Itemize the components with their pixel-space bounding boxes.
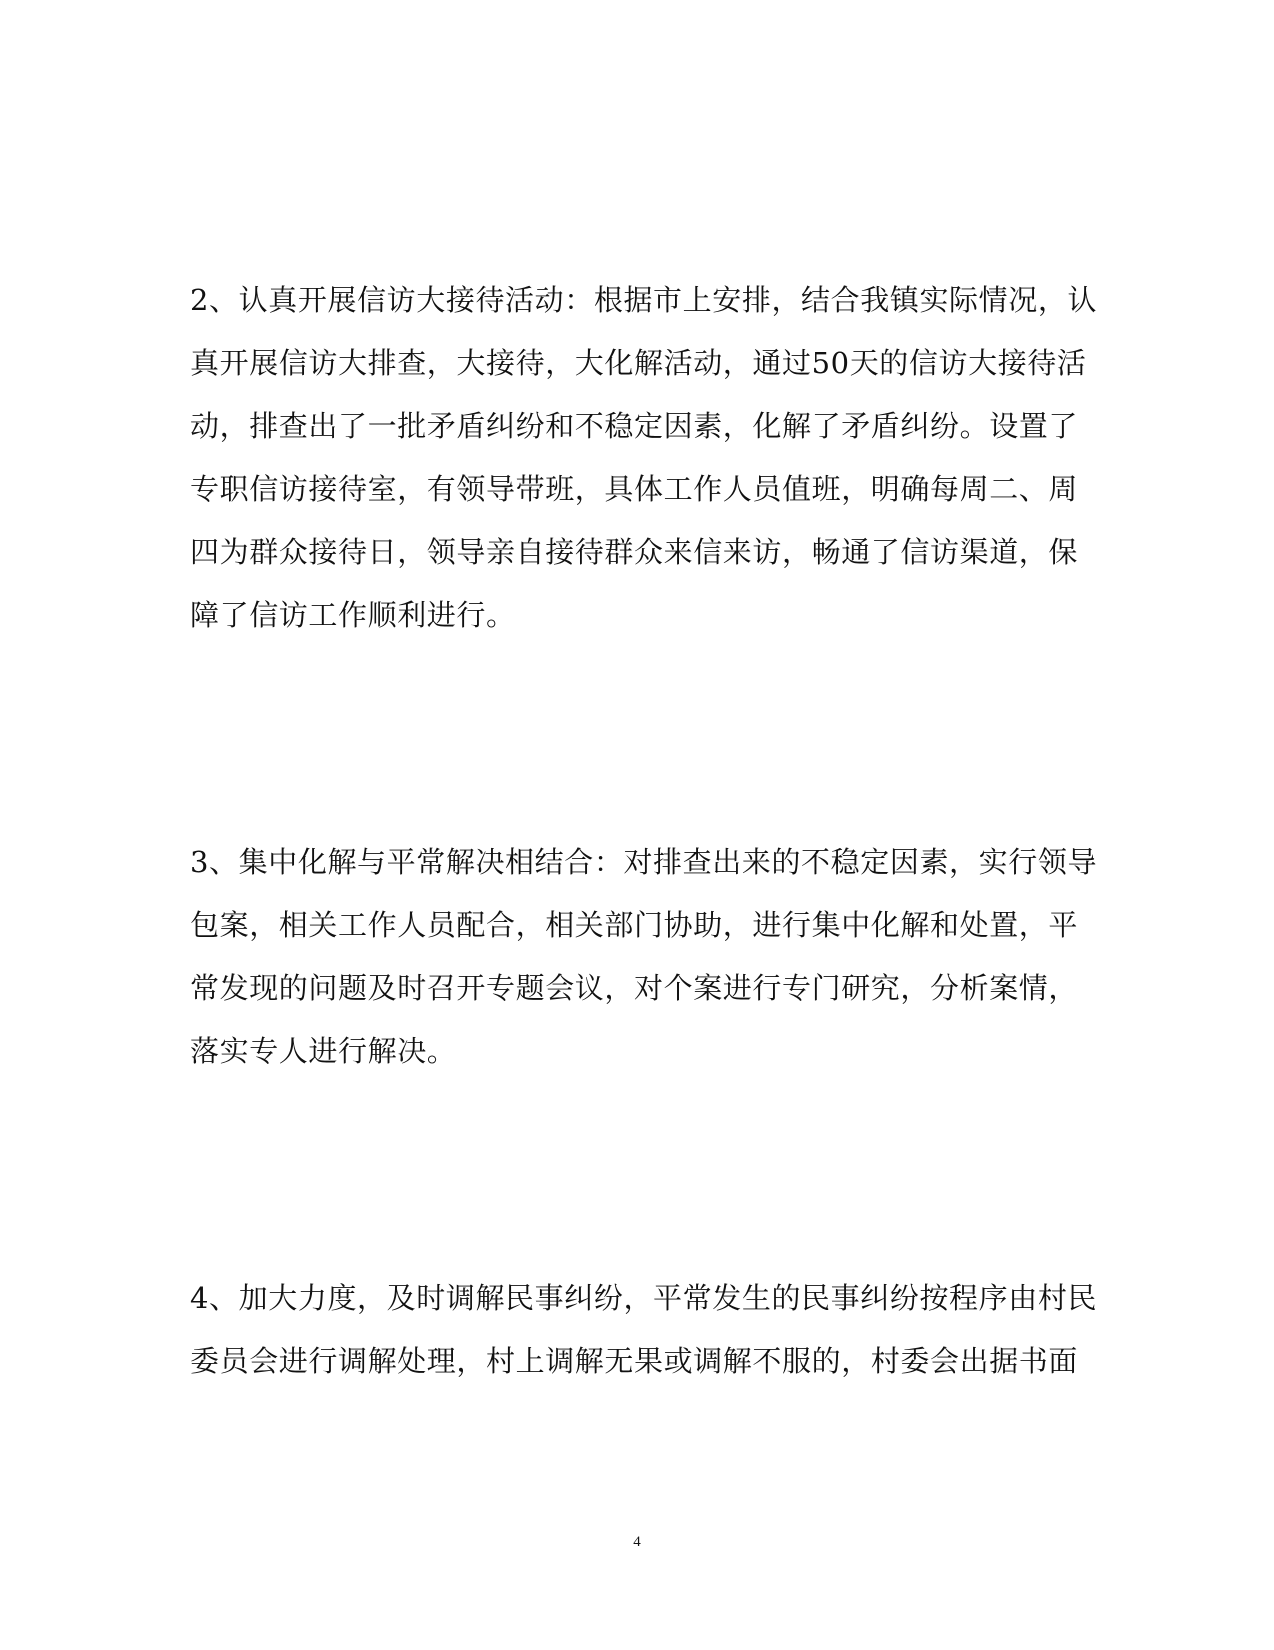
paragraph-line: 四为群众接待日，领导亲自接待群众来信来访，畅通了信访渠道，保	[190, 535, 1079, 569]
paragraph-line: 障了信访工作顺利进行。	[190, 598, 516, 632]
paragraph-line: 真开展信访大排查，大接待，大化解活动，通过50天的信访大接待活	[190, 346, 1087, 380]
paragraph-line: 3、集中化解与平常解决相结合：对排查出来的不稳定因素，实行领导	[190, 845, 1098, 879]
paragraph-line: 包案，相关工作人员配合，相关部门协助，进行集中化解和处置，平	[190, 908, 1079, 942]
paragraph-line: 动，排查出了一批矛盾纠纷和不稳定因素，化解了矛盾纠纷。设置了	[190, 409, 1079, 443]
paragraph-line: 2、认真开展信访大接待活动：根据市上安排，结合我镇实际情况，认	[190, 283, 1098, 317]
paragraph-line: 常发现的问题及时召开专题会议，对个案进行专门研究，分析案情，	[190, 971, 1079, 1005]
paragraph-line: 专职信访接待室，有领导带班，具体工作人员值班，明确每周二、周	[190, 472, 1079, 506]
paragraph-line: 落实专人进行解决。	[190, 1034, 457, 1068]
paragraph-line: 委员会进行调解处理，村上调解无果或调解不服的，村委会出据书面	[190, 1344, 1079, 1378]
paragraph-line: 4、加大力度，及时调解民事纠纷，平常发生的民事纠纷按程序由村民	[190, 1281, 1098, 1315]
page-number: 4	[633, 1534, 641, 1550]
